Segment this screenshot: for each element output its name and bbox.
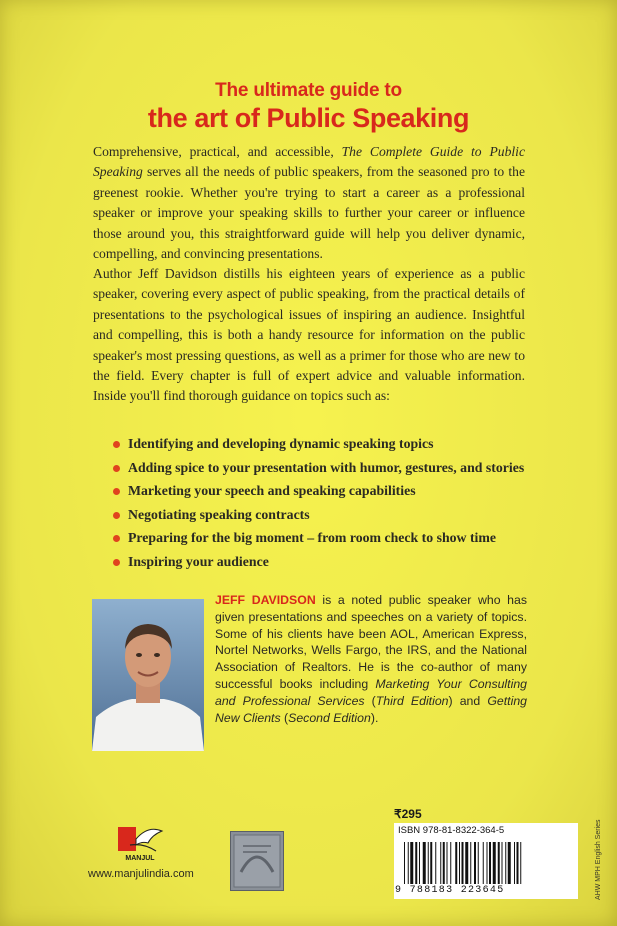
price-label: ₹295 [394, 807, 422, 821]
publisher-name: MANJUL [125, 855, 155, 862]
barcode-bar [459, 842, 460, 884]
description-intro: Comprehensive, practical, and accessible, [93, 144, 342, 159]
barcode-bar [517, 842, 519, 884]
bullet-icon [113, 465, 120, 472]
topics-list [113, 434, 533, 576]
author-photo [92, 599, 204, 751]
topic-text: Preparing for the big moment – from room check to show time [128, 530, 496, 546]
topic-text: Marketing your speech and speaking capabilities [128, 483, 416, 499]
barcode-digits: 9 788183 223645 [395, 885, 505, 896]
description-paragraph-1 [93, 142, 525, 264]
barcode-bar [493, 842, 496, 884]
barcode-bar [430, 842, 432, 884]
barcode-bar [483, 842, 484, 884]
topic-text: Inspiring your audience [128, 553, 269, 569]
barcode-bar [465, 842, 468, 884]
barcode-bar [514, 842, 515, 884]
barcode-bar [440, 842, 441, 884]
topic-item [113, 505, 533, 525]
barcode-bar [443, 842, 445, 884]
bio-text: ( [280, 710, 289, 725]
barcode-bar [462, 842, 464, 884]
barcode-bar [455, 842, 457, 884]
bullet-icon [113, 512, 120, 519]
isbn-label: ISBN 978-81-8322-364-5 [398, 825, 505, 836]
isbn-barcode-box [394, 823, 578, 899]
bio-text: ) and [448, 693, 488, 708]
series-label: AHW MPH English Series [595, 819, 602, 900]
publisher-website: www.manjulindia.com [88, 868, 194, 880]
barcode-bar [478, 842, 479, 884]
barcode-bar [423, 842, 426, 884]
barcode-bar [450, 842, 451, 884]
barcode-bar [415, 842, 417, 884]
bio-edition-2: Second Edition [288, 710, 371, 725]
barcode-bar [419, 842, 420, 884]
barcode-bar [404, 842, 405, 884]
bio-book-title-2: Getting New Clients [215, 693, 528, 725]
barcode-bar [520, 842, 521, 884]
bullet-icon [113, 535, 120, 542]
topic-item [113, 434, 533, 454]
barcode-bar [474, 842, 476, 884]
headline-line1: The ultimate guide to [215, 80, 402, 101]
barcode-bar [487, 842, 488, 884]
barcode-bar [489, 842, 491, 884]
author-bio [215, 592, 527, 726]
bio-text: ( [364, 693, 376, 708]
topic-text: Adding spice to your presentation with humor, gestures, and stories [128, 459, 525, 475]
barcode-icon [394, 840, 578, 887]
barcode-bar [410, 842, 413, 884]
description-paragraph-2: Author Jeff Davidson distills his eighteen years of experience as a public speaker, covering every aspect of public speaking, from the practical details of presentations to the psychological issues of inspiring an audience. Insightful and compelling, this is both a handy resource for information on the public speaker's most pressing questions, as well as a primer for those who are new to the field. Every chapter is full of expert advice and valuable information. Inside you'll find thorough guidance on topics such as: [93, 266, 525, 404]
barcode-bar [447, 842, 448, 884]
barcode-bar [502, 842, 503, 884]
certification-stamp-icon [230, 831, 284, 891]
barcode-bar [435, 842, 436, 884]
author-name: JEFF DAVIDSON [215, 593, 316, 607]
bullet-icon [113, 441, 120, 448]
bio-text: is a noted public speaker who has given presentations and speeches on a variety of topics. Some of his clients have been AOL, American Express, Nortel Networks, Wells Fargo, the IRS, and the National Association of Realtors. He is the co-author of many successful books including [215, 593, 528, 691]
topic-item [113, 481, 533, 501]
bullet-icon [113, 488, 120, 495]
description-rest: serves all the needs of public speakers, from the seasoned pro to the greenest rookie. Whether you're trying to start a career as a professional speaker or improve your speaking skills to further your career or influence those around you, this straightforward guide will help you deliver dynamic, compelling, and convincing presentations. [93, 164, 525, 262]
barcode-bar [470, 842, 471, 884]
topic-item [113, 552, 533, 572]
book-title: The Complete Guide to Public Speaking [93, 144, 525, 180]
bio-book-title-1: Marketing Your Consulting and Professional Services [215, 676, 527, 708]
bio-text: ). [370, 710, 379, 725]
topic-item [113, 528, 533, 548]
barcode-bar [428, 842, 429, 884]
barcode-bar [508, 842, 511, 884]
topic-text: Negotiating speaking contracts [128, 506, 310, 522]
topic-text: Identifying and developing dynamic speaking topics [128, 436, 434, 451]
headline-line2: the art of Public Speaking [147, 103, 470, 133]
barcode-bar [408, 842, 409, 884]
barcode-bar [498, 842, 500, 884]
bullet-icon [113, 559, 120, 566]
barcode-bar [505, 842, 506, 884]
topic-item [113, 458, 533, 478]
bio-edition-1: Third Edition [375, 693, 449, 708]
